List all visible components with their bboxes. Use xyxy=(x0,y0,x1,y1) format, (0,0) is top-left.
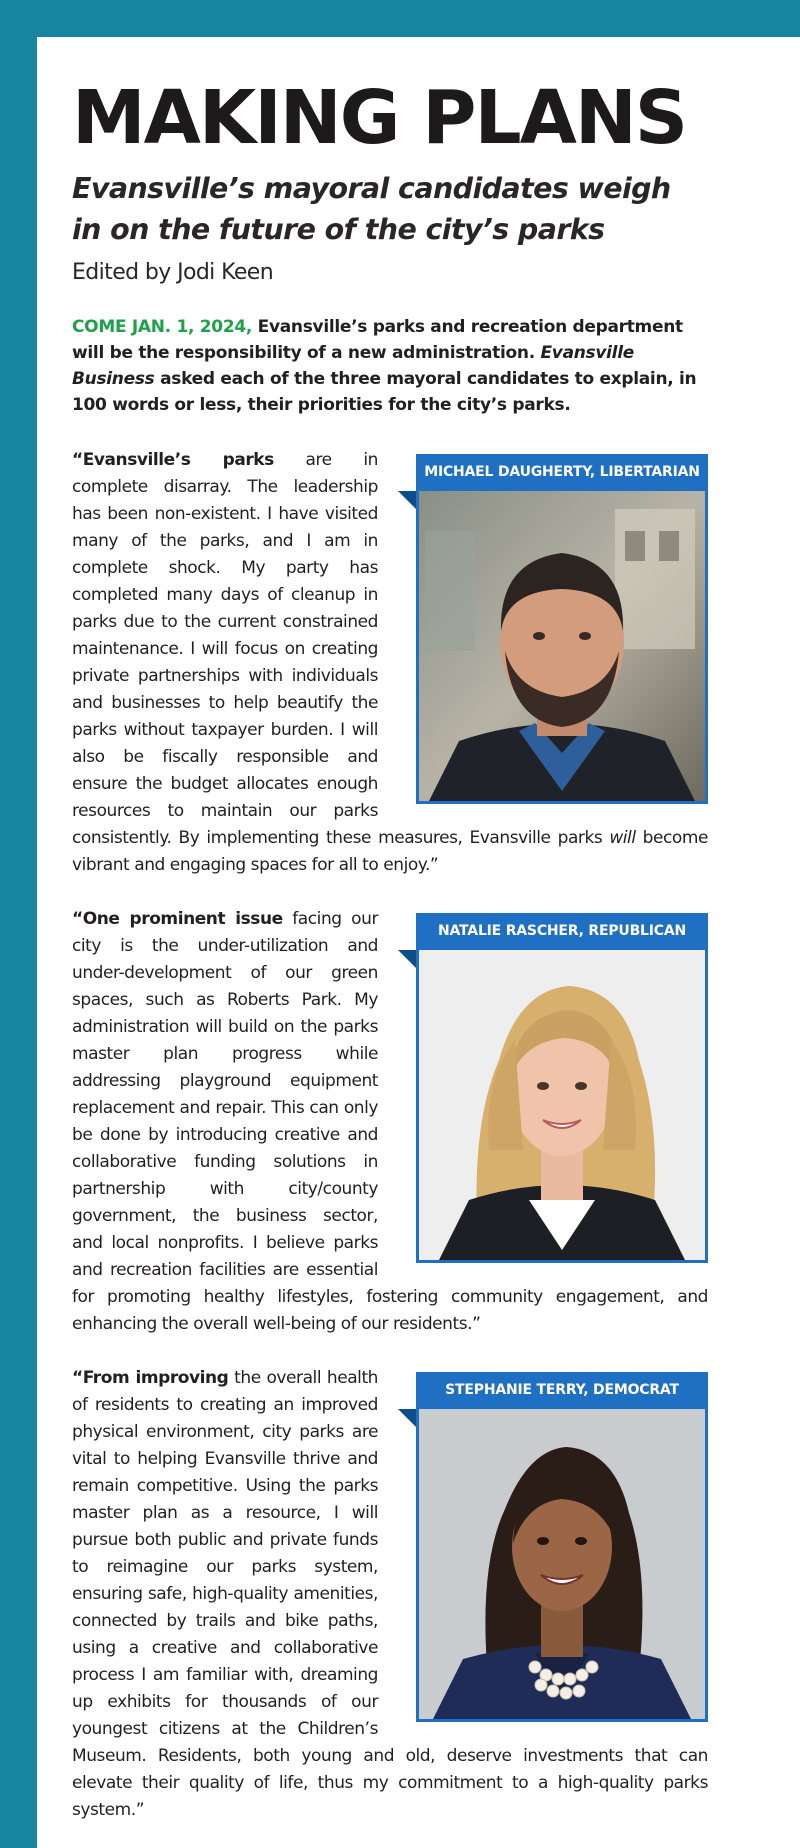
article xyxy=(72,74,708,1824)
statement-lead: “Evansville’s parks xyxy=(72,450,274,470)
intro-text-2: asked each of the three mayoral candidates to explain, in 100 words or less, their priorities for the city’s parks. xyxy=(72,369,697,415)
candidate-entry-terry xyxy=(72,1365,708,1824)
candidate-photo-frame xyxy=(416,950,708,1263)
statement-text: are in complete disarray. The leadership has been non-existent. I have visited many of the parks, and I am in complete shock. My party has completed many days of cleanup in parks due to the current constrained maintenance. I will focus on creating private partnerships with individuals and businesses to help beautify the parks without taxpayer burden. I will also be fiscally responsible and ensure the budget allocates enough resources to maintain our parks consistently. By implementing these measures, Evansville parks xyxy=(72,450,610,848)
candidate-photo-box xyxy=(416,454,708,804)
top-border-bar xyxy=(0,0,800,37)
candidate-photo-box xyxy=(416,913,708,1263)
candidate-portrait-rascher xyxy=(419,950,705,1260)
intro-text-1: Evansville’s parks and recreation department will be the responsibility of a new administration. xyxy=(72,317,683,363)
candidate-entry-rascher xyxy=(72,906,708,1338)
statement-lead: “One prominent issue xyxy=(72,909,283,929)
statement-lead: “From improving xyxy=(72,1368,229,1388)
subhead: Evansville’s mayoral candidates weigh in on the future of the city’s parks xyxy=(72,172,671,246)
candidate-portrait-daugherty xyxy=(419,491,705,801)
candidate-label: MICHAEL DAUGHERTY, LIBERTARIAN xyxy=(416,454,708,491)
label-fold-corner xyxy=(398,491,416,509)
candidate-label: STEPHANIE TERRY, DEMOCRAT xyxy=(416,1372,708,1409)
statement-text-end: become vibrant and engaging spaces for all to enjoy.” xyxy=(72,828,708,875)
statement-text: facing our city is the under-utilization and under-development of our green spaces, such as Roberts Park. My administration will build on the parks master plan progress while addressing playground equipment replacement and repair. This can only be done by introducing creative and collaborative funding solutions in partnership with city/county government, the business sector, and local nonprofits. I believe parks and recreation facilities are essential for promoting healthy lifestyles, fostering community engagement, and enhancing the overall well-being of our residents.” xyxy=(72,909,708,1334)
label-fold-corner xyxy=(398,950,416,968)
statement-emphasis: will xyxy=(609,828,636,848)
publication-name: Evansville Business xyxy=(72,343,634,389)
intro-paragraph xyxy=(72,314,708,418)
candidate-photo-frame xyxy=(416,1409,708,1722)
label-fold-corner xyxy=(398,1409,416,1427)
headline: MAKING PLANS xyxy=(72,75,687,161)
intro-lead: COME JAN. 1, 2024, xyxy=(72,317,253,337)
byline: Edited by Jodi Keen xyxy=(72,260,274,285)
candidate-photo-box xyxy=(416,1372,708,1722)
candidate-label: NATALIE RASCHER, REPUBLICAN xyxy=(416,913,708,950)
candidate-photo-frame xyxy=(416,491,708,804)
left-border-bar xyxy=(0,0,37,1848)
statement-text: the overall health of residents to creating an improved physical environment, city parks are vital to helping Evansville thrive and remain competitive. Using the parks master plan as a resource, I will pursue both public and private funds to reimagine our parks system, ensuring safe, high-quality amenities, connected by trails and bike paths, using a creative and collaborative process I am familiar with, dreaming up exhibits for thousands of our youngest citizens at the Children’s Museum. Residents, both young and old, deserve investments that can elevate their quality of life, thus my commitment to a high-quality parks system.” xyxy=(72,1368,708,1820)
candidate-portrait-terry xyxy=(419,1409,705,1719)
candidate-entry-daugherty xyxy=(72,447,708,879)
